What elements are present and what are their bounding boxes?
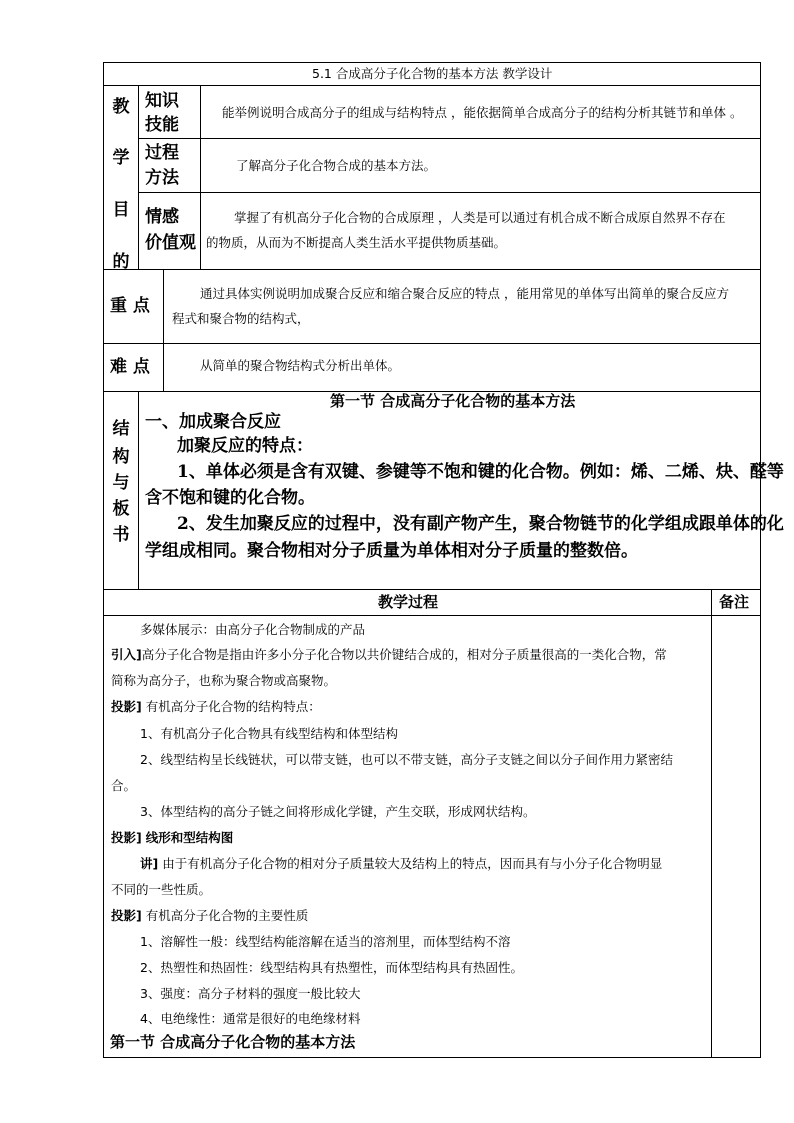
keypoints-label: 重 点 [110,296,150,316]
objectives-group-char-3: 目 [112,200,130,220]
board-label-char-2: 构 [112,447,130,467]
table-border-left [103,62,104,1058]
footer-heading: 第一节 合成高分子化合物的基本方法 [110,1033,356,1051]
process-note-divider [711,589,712,1058]
board-line-5: 2、发生加聚反应的过程中，没有副产物产生，聚合物链节的化学组成跟单体的化 [177,514,784,534]
objectives-row-divider-1 [138,138,761,139]
process-line: 1、溶解性一般：线型结构能溶解在适当的溶剂里，而体型结构不溶 [140,934,511,949]
board-line-2: 加聚反应的特点： [177,436,313,456]
process-line: 讲] 由于有机高分子化合物的相对分子质量较大及结构上的特点，因而具有与小分子化合物明显 [140,856,663,871]
board-bottom [103,589,761,590]
board-line-4: 含不饱和键的化合物。 [145,488,315,508]
board-line-1: 一、加成聚合反应 [145,412,281,432]
process-header-note: 备注 [719,593,750,611]
emotion-text-line-2: 的物质，从而为不断提高人类生活水平提供物质基础。 [206,235,507,250]
objectives-group-char-2: 学 [112,148,130,168]
knowledge-label-line-2: 技能 [145,115,179,135]
difficulty-text: 从简单的聚合物结构式分析出单体。 [200,358,401,373]
process-label-line-2: 方法 [145,168,179,188]
process-line: 合。 [111,778,137,793]
knowledge-text: 能举例说明合成高分子的组成与结构特点 ，能依据简单合成高分子的结构分析其链节和单体 。 [222,105,743,120]
board-divider [138,391,139,589]
objectives-group-char-4: 的 [112,252,130,272]
objectives-group-char-1: 教 [112,97,130,117]
objectives-bottom [103,269,761,270]
board-label-char-3: 与 [112,473,130,493]
process-line: 投影] 线形和型结构图 [111,830,234,845]
process-line: 投影] 有机高分子化合物的主要性质 [111,908,309,923]
board-label-char-4: 板 [112,499,130,519]
objectives-divider-2 [200,85,201,269]
board-line-6: 学组成相同。聚合物相对分子质量为单体相对分子质量的整数倍。 [145,541,638,561]
keypoints-text-line-2: 程式和聚合物的结构式， [172,311,310,326]
board-label-char-5: 书 [112,525,130,545]
board-heading: 第一节 合成高分子化合物的基本方法 [330,392,576,410]
knowledge-label-line-1: 知识 [145,91,179,111]
process-line: 2、热塑性和热固性：线型结构具有热塑性，而体型结构具有热固性。 [140,960,523,975]
table-border-bottom [103,1057,761,1058]
process-line: 3、强度：高分子材料的强度一般比较大 [140,986,361,1001]
table-border-top [103,62,761,63]
keypoints-text-line-1: 通过具体实例说明加成聚合反应和缩合聚合反应的特点 ，能用常见的单体写出简单的聚合反应方 [200,286,729,301]
process-line: 投影] 有机高分子化合物的结构特点： [111,699,321,714]
process-line: 3、体型结构的高分子链之间将形成化学键，产生交联，形成网状结构。 [140,804,536,819]
keypoints-bottom [103,343,761,344]
process-line: 4、电绝缘性：通常是很好的电绝缘材料 [140,1011,361,1026]
document-title: 5.1 合成高分子化合物的基本方法 教学设计 [312,66,553,81]
process-line: 2、线型结构呈长线链状，可以带支链，也可以不带支链，高分子支链之间以分子间作用力紧密结 [140,752,673,767]
title-row-divider [103,85,761,86]
process-line: 多媒体展示：由高分子化合物制成的产品 [140,622,366,637]
process-line: 不同的一些性质。 [111,882,212,897]
keypoints-divider [163,269,164,391]
difficulty-label: 难 点 [110,357,150,377]
process-header-main: 教学过程 [378,593,439,611]
table-border-right [760,62,761,1058]
emotion-text-line-1: 掌握了有机高分子化合物的合成原理 ，人类是可以通过有机合成不断合成原自然界不存在 [234,210,726,225]
emotion-label-line-2: 价值观 [145,233,196,253]
process-line: 1、有机高分子化合物具有线型结构和体型结构 [140,726,398,741]
process-line: 引入]高分子化合物是指由许多小分子化合物以共价键结合成的，相对分子质量很高的一类化合物，常 [111,647,667,662]
process-text: 了解高分子化合物合成的基本方法。 [236,158,437,173]
board-label-char-1: 结 [112,419,130,439]
process-label-line-1: 过程 [145,143,179,163]
objectives-divider-1 [138,85,139,269]
process-line: 简称为高分子，也称为聚合物或高聚物。 [111,673,337,688]
process-header-bottom [103,615,761,616]
board-line-3: 1、单体必须是含有双键、参键等不饱和键的化合物。例如：烯、二烯、炔、醛等 [177,462,784,482]
objectives-row-divider-2 [138,192,761,193]
emotion-label-line-1: 情感 [145,207,179,227]
